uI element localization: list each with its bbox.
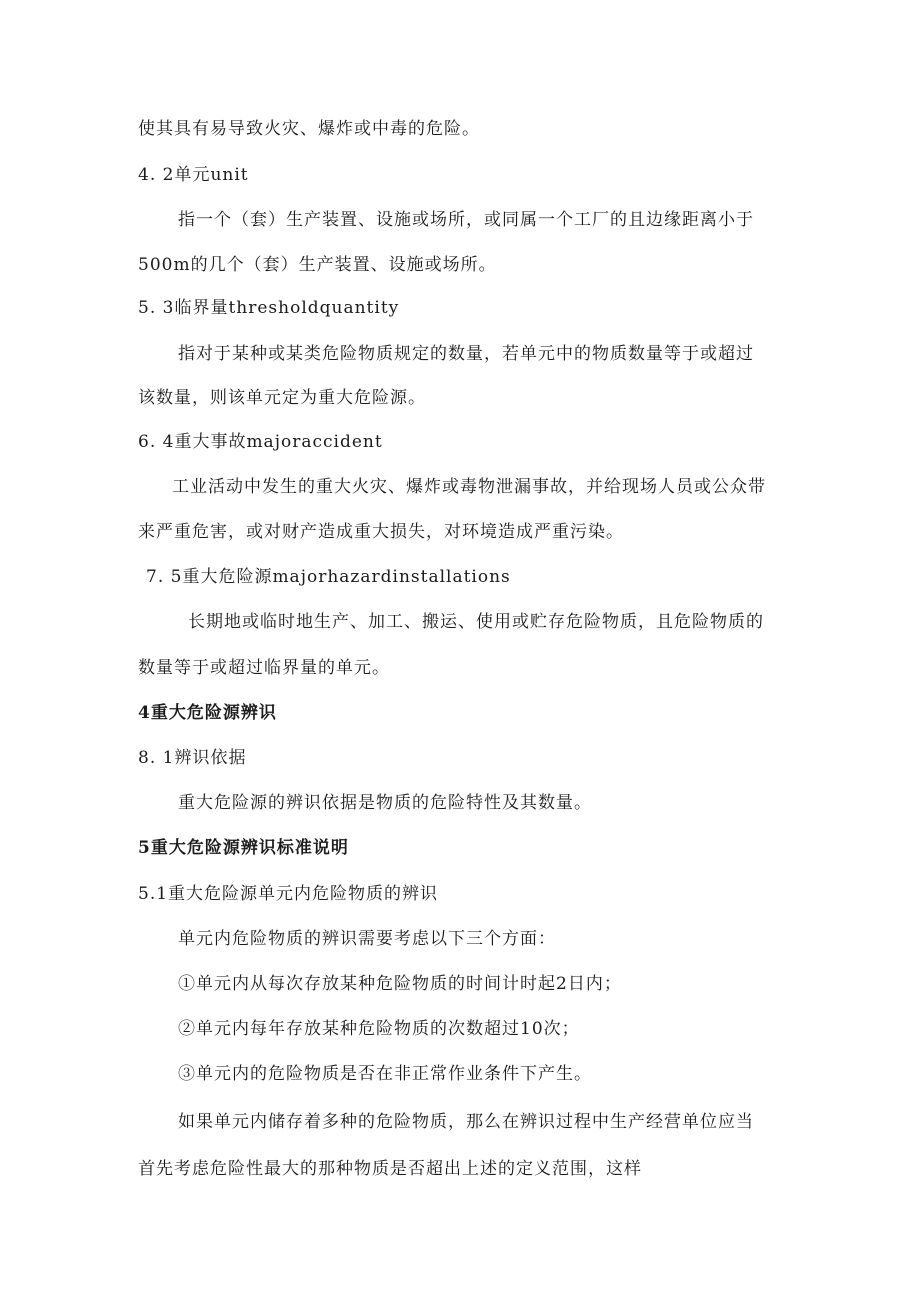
text-line: 指一个（套）生产装置、设施或场所，或同属一个工厂的且边缘距离小于 [178,210,754,230]
section-heading: 5.1重大危险源单元内危险物质的辨识 [138,884,439,904]
section-heading: 6. 4重大事故majoraccident [138,432,383,452]
text-line: 单元内危险物质的辨识需要考虑以下三个方面： [178,929,556,949]
text-line: 该数量，则该单元定为重大危险源。 [138,388,426,408]
chapter-heading: 4重大危险源辨识 [138,703,277,723]
text-line: 如果单元内储存着多种的危险物质，那么在辨识过程中生产经营单位应当 [178,1112,754,1132]
text-line: 重大危险源的辨识依据是物质的危险特性及其数量。 [178,793,592,813]
list-item: ①单元内从每次存放某种危险物质的时间计时起2日内； [178,974,622,994]
section-heading: 7. 5重大危险源majorhazardinstallations [146,567,511,587]
text-line: 数量等于或超过临界量的单元。 [138,658,390,678]
text-line: 使其具有易导致火灾、爆炸或中毒的危险。 [138,119,480,139]
text-line: 500m的几个（套）生产装置、设施或场所。 [138,255,497,275]
list-item: ③单元内的危险物质是否在非正常作业条件下产生。 [178,1064,592,1084]
text-line: 来严重危害，或对财产造成重大损失，对环境造成严重污染。 [138,522,624,542]
text-line: 工业活动中发生的重大火灾、爆炸或毒物泄漏事故，并给现场人员或公众带 [172,477,766,497]
chapter-heading: 5重大危险源辨识标准说明 [138,838,349,858]
text-line: 首先考虑危险性最大的那种物质是否超出上述的定义范围，这样 [138,1159,642,1179]
section-heading: 8. 1辨识依据 [138,748,247,768]
section-heading: 4. 2单元unit [138,165,249,185]
list-item: ②单元内每年存放某种危险物质的次数超过10次； [178,1019,580,1039]
text-line: 指对于某种或某类危险物质规定的数量，若单元中的物质数量等于或超过 [178,344,754,364]
text-line: 长期地或临时地生产、加工、搬运、使用或贮存危险物质，且危险物质的 [188,612,764,632]
section-heading: 5. 3临界量thresholdquantity [138,298,400,318]
